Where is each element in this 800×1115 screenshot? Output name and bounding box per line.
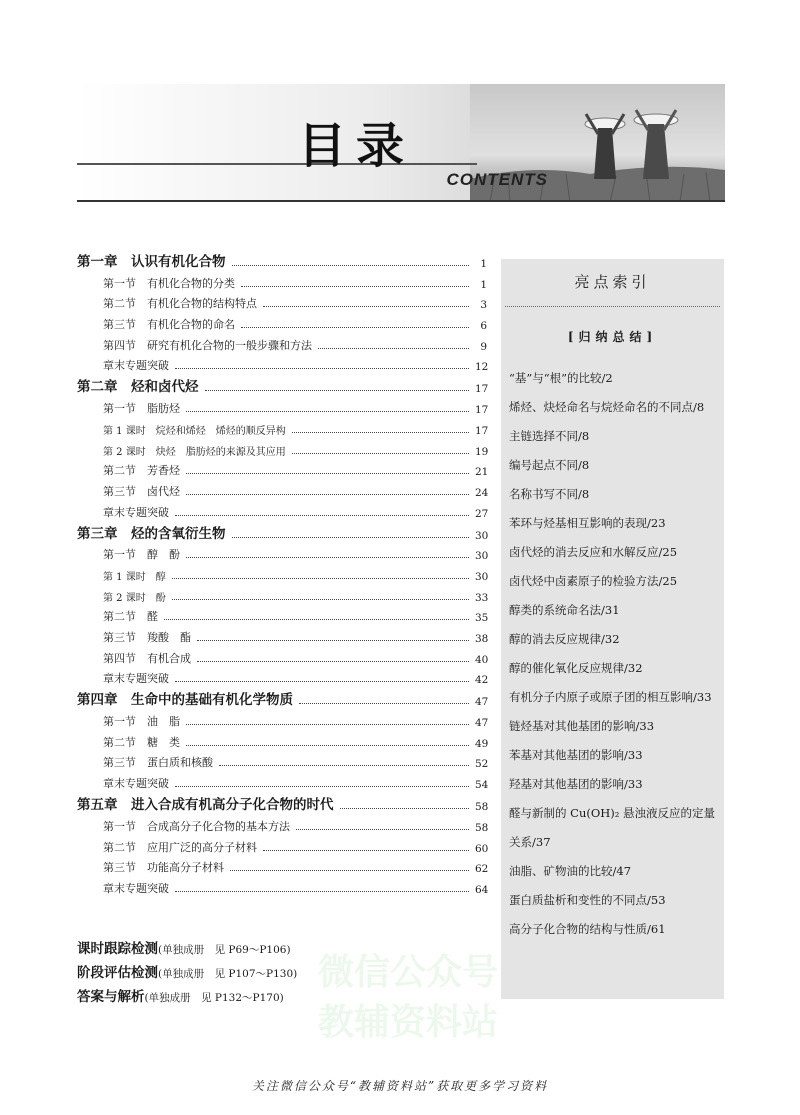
highlight-item[interactable]: 主链选择不同/8	[509, 429, 590, 443]
supplement-note: (单独成册 见 P107～P130)	[158, 968, 298, 980]
highlight-item[interactable]: 苯基对其他基团的影响/33	[509, 748, 643, 762]
toc-page-number: 58	[475, 821, 489, 834]
toc-section[interactable]	[77, 813, 487, 834]
sidebar-divider	[505, 306, 720, 307]
toc-entry-label: 第三节 有机化合物的命名	[103, 318, 235, 332]
toc-page-number: 35	[475, 612, 489, 625]
toc-leader-dots	[172, 599, 469, 600]
highlight-item[interactable]: 烯烃、炔烃命名与烷烃命名的不同点/8	[509, 400, 705, 414]
watermark-line: 微信公众号	[318, 952, 499, 993]
highlights-sidebar	[501, 259, 724, 999]
toc-page-number: 54	[475, 779, 489, 792]
toc-page-number: 17	[475, 424, 489, 437]
highlight-item[interactable]: 卤代烃中卤素原子的检验方法/25	[509, 574, 678, 588]
toc-entry-label: 第一节 脂肪烃	[103, 402, 180, 416]
toc-entry-label: 章末专题突破	[103, 505, 169, 519]
toc-page-number: 64	[475, 883, 489, 896]
toc-section[interactable]	[77, 478, 487, 499]
highlight-item[interactable]: 醇类的系统命名法/31	[509, 603, 620, 617]
toc-section[interactable]	[77, 666, 487, 687]
toc-chapter[interactable]	[77, 520, 487, 542]
toc-section[interactable]	[77, 624, 487, 645]
highlight-item[interactable]: “基”与“根”的比较/2	[509, 371, 613, 385]
toc-entry-label: 章末专题突破	[103, 672, 169, 686]
supplement-list	[77, 937, 297, 1009]
toc-leader-dots	[186, 557, 469, 558]
toc-page-number: 9	[480, 340, 487, 353]
toc-chapter[interactable]	[77, 248, 487, 270]
toc-page-number: 21	[475, 466, 489, 479]
header-rule	[77, 163, 477, 165]
watermark-line: 教辅资料站	[318, 1002, 499, 1043]
toc-leader-dots	[340, 808, 470, 809]
toc-section[interactable]	[77, 770, 487, 791]
toc-entry-label: 第四节 有机合成	[103, 651, 191, 665]
toc-entry-label: 第三节 蛋白质和核酸	[103, 756, 213, 770]
toc-page-number: 3	[480, 299, 487, 312]
highlight-item[interactable]: 蛋白质盐析和变性的不同点/53	[509, 893, 666, 907]
toc-chapter[interactable]	[77, 373, 487, 395]
toc-leader-dots	[263, 306, 469, 307]
toc-entry-label: 第二节 有机化合物的结构特点	[103, 297, 257, 311]
toc-leader-dots	[186, 724, 469, 725]
toc-leader-dots	[172, 578, 469, 579]
supplement-name: 课时跟踪检测	[77, 941, 158, 957]
toc-leader-dots	[175, 515, 469, 516]
toc-entry-label: 第三节 功能高分子材料	[103, 861, 224, 875]
toc-section[interactable]	[77, 750, 487, 771]
toc-leader-dots	[186, 494, 469, 495]
supplement-note: (单独成册 见 P132～P170)	[144, 992, 284, 1004]
toc-leader-dots	[205, 390, 470, 391]
toc-page-number: 27	[475, 507, 489, 520]
toc-leader-dots	[232, 537, 470, 538]
toc-section[interactable]	[77, 834, 487, 855]
toc-section[interactable]	[77, 855, 487, 876]
toc-section[interactable]	[77, 311, 487, 332]
highlight-item[interactable]: 有机分子内原子或原子团的相互影响/33	[509, 690, 712, 704]
highlight-item[interactable]: 醇的消去反应规律/32	[509, 632, 620, 646]
toc-section[interactable]	[77, 708, 487, 729]
toc-entry-label: 第一节 油 脂	[103, 715, 180, 729]
toc-lesson[interactable]	[77, 437, 487, 458]
toc-entry-label: 第 2 课时 炔烃 脂肪烃的来源及其应用	[103, 446, 286, 458]
toc-entry-label: 第 1 课时 烷烃和烯烃 烯烃的顺反异构	[103, 425, 286, 437]
toc-entry-label: 第 2 课时 酚	[103, 592, 166, 604]
toc-entry-label: 章末专题突破	[103, 881, 169, 895]
toc-entry-label: 第四章 生命中的基础有机化学物质	[77, 692, 293, 709]
toc-page-number: 17	[475, 383, 489, 396]
watermark	[318, 948, 498, 1048]
toc-page-number: 33	[475, 591, 489, 604]
toc-chapter[interactable]	[77, 791, 487, 813]
supplement-name: 阶段评估检测	[77, 965, 158, 981]
toc-page-number: 52	[475, 758, 489, 771]
toc-leader-dots	[175, 368, 469, 369]
toc-entry-label: 第二节 应用广泛的高分子材料	[103, 840, 257, 854]
toc-entry-label: 章末专题突破	[103, 359, 169, 373]
toc-lesson[interactable]	[77, 562, 487, 583]
toc-leader-dots	[186, 411, 469, 412]
toc-section[interactable]	[77, 499, 487, 520]
toc-page-number: 12	[475, 361, 489, 374]
sidebar-subtitle: [归纳总结]	[567, 330, 658, 344]
toc-page-number: 30	[475, 570, 489, 583]
toc-entry-label: 第三节 卤代烃	[103, 484, 180, 498]
supplement-item[interactable]	[77, 961, 297, 985]
toc-leader-dots	[197, 661, 469, 662]
toc-entry-label: 第五章 进入合成有机高分子化合物的时代	[77, 797, 334, 814]
toc-page-number: 1	[480, 258, 487, 270]
toc-lesson[interactable]	[77, 416, 487, 437]
toc-leader-dots	[175, 891, 469, 892]
highlight-item[interactable]: 卤代烃的消去反应和水解反应/25	[509, 545, 678, 559]
toc-leader-dots	[197, 640, 469, 641]
toc-page-number: 40	[475, 653, 489, 666]
toc-page-number: 6	[480, 320, 487, 333]
toc-entry-label: 第二节 芳香烃	[103, 464, 180, 478]
toc-page-number: 30	[475, 529, 489, 542]
toc-page-number: 1	[480, 278, 487, 291]
toc-section[interactable]	[77, 875, 487, 896]
toc-leader-dots	[292, 453, 469, 454]
toc-section[interactable]	[77, 604, 487, 625]
toc-page-number: 30	[475, 550, 489, 563]
toc-entry-label: 第四节 研究有机化合物的一般步骤和方法	[103, 338, 312, 352]
highlight-item[interactable]: 编号起点不同/8	[509, 458, 590, 472]
header-bottom-rule	[77, 200, 725, 202]
toc-leader-dots	[175, 681, 469, 682]
page-subtitle: CONTENTS	[446, 170, 548, 189]
toc-chapter[interactable]	[77, 686, 487, 708]
toc-leader-dots	[318, 348, 469, 349]
toc-entry-label: 第二节 醛	[103, 610, 158, 624]
toc-entry-label: 第三章 烃的含氧衍生物	[77, 525, 226, 542]
highlight-item[interactable]: 油脂、矿物油的比较/47	[509, 864, 632, 878]
toc-page-number: 42	[475, 674, 489, 687]
toc-leader-dots	[230, 870, 469, 871]
toc-entry-label: 第一节 合成高分子化合物的基本方法	[103, 819, 290, 833]
sidebar-title: 亮点索引	[574, 273, 651, 291]
table-of-contents	[77, 248, 487, 896]
highlight-item[interactable]: 链烃基对其他基团的影响/33	[509, 719, 655, 733]
supplement-note: (单独成册 见 P69～P106)	[158, 944, 291, 956]
toc-page-number: 47	[475, 696, 489, 709]
toc-leader-dots	[292, 432, 469, 433]
toc-section[interactable]	[77, 332, 487, 353]
toc-entry-label: 第一章 认识有机化合物	[77, 254, 226, 270]
toc-section[interactable]	[77, 729, 487, 750]
toc-entry-label: 第二节 糖 类	[103, 735, 180, 749]
toc-entry-label: 第三节 羧酸 酯	[103, 631, 191, 644]
supplement-name: 答案与解析	[77, 989, 145, 1005]
toc-section[interactable]	[77, 291, 487, 312]
toc-page-number: 38	[475, 633, 489, 645]
toc-leader-dots	[186, 473, 469, 474]
toc-section[interactable]	[77, 458, 487, 479]
toc-section[interactable]	[77, 645, 487, 666]
toc-page-number: 58	[475, 801, 489, 814]
toc-page-number: 24	[475, 486, 489, 499]
page-title: 目录	[298, 118, 415, 174]
supplement-item[interactable]	[77, 985, 297, 1009]
toc-lesson[interactable]	[77, 583, 487, 604]
toc-leader-dots	[241, 327, 469, 328]
toc-page-number: 49	[475, 737, 489, 750]
toc-page-number: 19	[475, 445, 489, 458]
highlight-item[interactable]: 醇的催化氧化反应规律/32	[509, 661, 643, 675]
toc-entry-label: 第二章 烃和卤代烃	[77, 379, 199, 396]
highlights-list	[509, 364, 721, 944]
toc-entry-label: 第一节 醇 酚	[103, 548, 180, 562]
supplement-item[interactable]	[77, 937, 297, 961]
toc-entry-label: 第 1 课时 醇	[103, 571, 166, 583]
toc-leader-dots	[164, 619, 469, 620]
toc-section[interactable]	[77, 542, 487, 563]
toc-section[interactable]	[77, 395, 487, 416]
toc-page-number: 17	[475, 404, 489, 417]
toc-leader-dots	[175, 786, 469, 787]
page-footer: 关注微信公众号“教辅资料站”获取更多学习资料	[251, 1079, 549, 1093]
toc-entry-label: 第一节 有机化合物的分类	[103, 276, 235, 290]
highlight-item[interactable]: 羟基对其他基团的影响/33	[509, 777, 643, 791]
toc-entry-label: 章末专题突破	[103, 777, 169, 791]
toc-leader-dots	[219, 765, 469, 766]
toc-page-number: 62	[475, 863, 489, 876]
toc-leader-dots	[296, 829, 469, 830]
highlight-item[interactable]: 醛与新制的 Cu(OH)₂ 悬浊液反应的定量关系/37	[509, 806, 716, 849]
toc-leader-dots	[299, 703, 469, 704]
highlight-item[interactable]: 名称书写不同/8	[509, 487, 590, 501]
toc-leader-dots	[186, 745, 469, 746]
toc-page-number: 60	[475, 842, 489, 855]
toc-leader-dots	[263, 850, 469, 851]
highlight-item[interactable]: 苯环与烃基相互影响的表现/23	[509, 516, 666, 530]
highlight-item[interactable]: 高分子化合物的结构与性质/61	[509, 922, 666, 936]
toc-leader-dots	[232, 265, 470, 266]
toc-leader-dots	[241, 286, 469, 287]
toc-page-number: 47	[475, 717, 489, 730]
toc-section[interactable]	[77, 353, 487, 374]
toc-section[interactable]	[77, 270, 487, 291]
